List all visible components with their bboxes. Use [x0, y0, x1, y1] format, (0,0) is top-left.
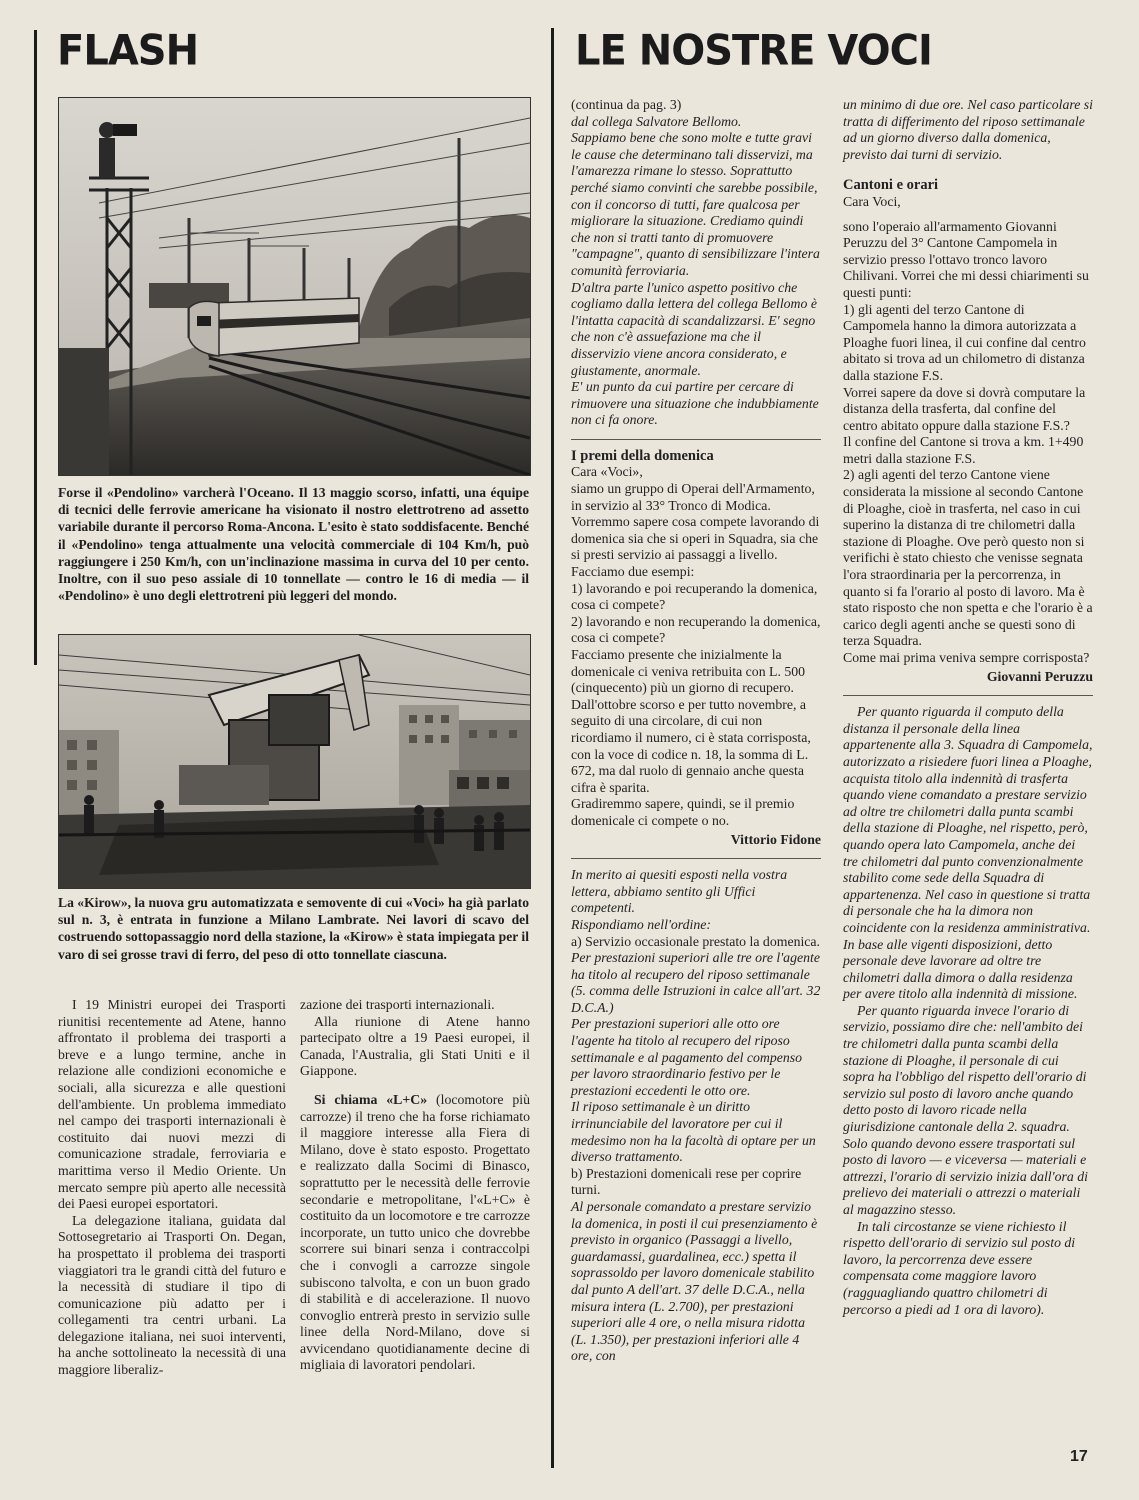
center-column-rule: [551, 28, 554, 1468]
cantoni-letter-6: Come mai prima veniva sempre corrisposta?: [843, 650, 1090, 665]
signature-peruzzu: Giovanni Peruzzu: [986, 668, 1093, 684]
premi-heading: I premi della domenica: [571, 447, 714, 464]
kirow-photo: [58, 634, 531, 889]
premi-reply-6: Il riposo settimanale è un diritto irrinunciabile del lavoratore per cui il medesimo non ha la facoltà di optare per un diverso trattamento.: [571, 1099, 816, 1165]
cantoni-reply-2: Per quanto riguarda invece l'orario di servizio, possiamo dire che: nell'ambito dei tre chilometri dalla punta scambi della stazione di Ploaghe, il personale di cui sopra ha l'obbligo del rispetto dell'orario di servizio sul posto di lavoro anche quando detto posto di lavoro ricade nella giurisdizione cantonale della 2. squadra. Solo quando devono essere trasportati sul posto di lavoro — e viceversa — materiali e attrezzi, l'orario di servizio inizia dall'ora di prelievo dei materiali o attrezzi o materiali al magazzino stesso.: [843, 1002, 1088, 1217]
editorial-2: Sappiamo bene che sono molte e tutte gravi le cause che determinano tali disservizi, ma l'amarezza rimane lo stesso. Soprattutto perché siamo convinti che sarebbe possibile, con il concorso di tutti, fare qualcosa per migliorare la situazione. Crediamo quindi che non si tratti tanto di promuovere "campagne", quanto di sensibilizzare l'intera comunità ferroviaria.: [571, 130, 820, 278]
cantoni-letter-2: 1) gli agenti del terzo Cantone di Campomela hanno la dimora autorizzata a Ploaghe fuori linea, il cui confine dal centro abitato si trova ad un chilometro di distanza dalla stazione F.S.: [843, 301, 1086, 383]
premi-reply-2: Rispondiamo nell'ordine:: [571, 916, 712, 932]
flash-title: FLASH: [57, 26, 199, 76]
delegazione-article: La delegazione italiana, guidata dal Sottosegretario ai Trasporti On. Degan, ha prospettato il problema dei trasporti viaggiatori tra le grandi città del futuro e la necessità di studiare il tipo di comunicazione più adatto per i collegamenti tra centri urbani. La delegazione italiana, nei suoi interventi, ha anche sottolineato la necessità di una maggiore liberaliz-: [58, 1212, 286, 1378]
cantoni-letter-3: Vorrei sapere da dove si dovrà computare la distanza della trasferta, dal confine del centro abitato oppure dalla stazione F.S.?: [843, 384, 1086, 433]
signature-fidone: Vittorio Fidone: [730, 831, 821, 847]
premi-letter-4: 2) lavorando e non recuperando la domenica, cosa ci compete?: [571, 613, 821, 646]
pendolino-photo: [58, 97, 531, 476]
lc-lead: Si chiama «L+C»: [314, 1091, 428, 1107]
premi-salutation: Cara «Voci»,: [571, 464, 643, 480]
le-nostre-voci-title: LE NOSTRE VOCI: [575, 26, 932, 76]
atene-continuation: zazione dei trasporti internazionali.: [300, 997, 495, 1012]
cantoni-letter-4: Il confine del Cantone si trova a km. 1+490 metri dalla stazione F.S.: [843, 434, 1084, 466]
cantoni-reply-1: Per quanto riguarda il computo della distanza il personale della linea appartenente alla 3. Squadra di Campomela, autorizzato a risiedere fuori linea a Ploaghe, acquista titolo alla indennità di trasferta quando viene comandato a prestare servizio ad oltre tre chilometri dalla punta scambi della stazione di Ploaghe, nel rispetto, però, quando opera lato Campomela, anche dei tre chilometri dal punto convenzionalmente stabilito come sede della Squadra di appartenenza. Nel caso in questione si tratta di personale che ha la dimora non coincidente con la residenza amministrativa. In base alle vigenti disposizioni, detto personale deve lavorare ad oltre tre chilometri dalla dimora o dalla residenza per avere titolo alla indennità di missione.: [843, 704, 1093, 1002]
voci-reply-continuation: un minimo di due ore. Nel caso particolare si tratta di differimento del riposo settimanale ad un giorno diverso dalla domenica, previsto dai turni di servizio.: [843, 97, 1093, 162]
ministri-article: I 19 Ministri europei dei Trasporti riunitisi recentemente ad Atene, hanno affrontato il problema dei trasporti a breve e a lungo termine, anche in relazione alle condizioni economiche e sociali, alla sicurezza e alle questioni dell'ambiente. Un problema immediato nel campo dei trasporti internazionali è costituito dai nuovi mezzi di comunicazione stradale, ferroviaria e marittima verso il Medio Oriente. Un mercato sempre più aperto alle necessità dei Paesi europei esportatori.: [58, 997, 286, 1212]
lc-article: [300, 1092, 530, 1374]
voci-column-1: [571, 97, 821, 1365]
cantoni-heading: Cantoni e orari: [843, 177, 939, 194]
editorial-4: E' un punto da cui partire per cercare di rimuovere una situazione che indubbiamente non ci fa onore.: [571, 379, 819, 428]
divider: [843, 695, 1093, 696]
pendolino-caption: Forse il «Pendolino» varcherà l'Oceano. Il 13 maggio scorso, infatti, una équipe di tecnici delle ferrovie americane ha visionato il nostro elettrotreno ad assetto variabile durante il percorso Roma-Ancona. L'esito è stato soddisfacente. Benché il «Pendolino» tenga attualmente una velocità commerciale di 104 Km/h, può raggiungere i 250 Km/h, con un'inclinazione massima in curva del 10 per cento. Inoltre, con il suo peso assiale di 10 tonnellate — contro le 16 di media — il «Pendolino» è uno degli elettrotreni più leggeri del mondo.: [58, 485, 529, 604]
premi-reply-8: Al personale comandato a prestare servizio la domenica, in posti il cui presenziamento è previsto in organico (Passaggi a livello, guardamassi, guardalinea, ecc.) spetta il soprassoldo per lavoro domenicale stabilito dal punto A dell'art. 37 delle D.C.A., nella misura intera (L. 2.700), per prestazioni superiori alle 4 ore, o nella misura ridotta (L. 1.350), per prestazioni inferiori alle 4 ore, con: [571, 1199, 818, 1364]
editorial-3: D'altra parte l'unico aspetto positivo che cogliamo dalla lettera del collega Bellomo è l'intatta capacità di scandalizzarsi. E' segno che non c'è assuefazione ma che il disservizio viene ancora considerato, e giustamente, anormale.: [571, 279, 817, 378]
kirow-crane-illustration: [59, 635, 530, 888]
kirow-caption: La «Kirow», la nuova gru automatizzata e semovente di cui «Voci» ha già parlato sul n. 3, è entrata in funzione a Milano Lambrate. Nei lavori di scavo del costruendo sottopassaggio nord della stazione, la «Kirow» è stata impiegata per il varo di sei grosse travi di ferro, del peso di otto tonnellate ciascuna.: [58, 895, 529, 962]
left-column-rule: [34, 30, 37, 665]
lc-body: (locomotore più carrozze) il treno che ha forse richiamato il maggiore interesse alla Fiera di Milano, dove è stato esposto. Progettato e realizzato dalla Socimi di Binasco, soprattutto per le necessità delle ferrovie secondarie e metropolitane, l'«L+C» è costituito da un locomotore e tre carrozze incorporate, un tutto unico che dovrebbe scorrere sui binari senza i contraccolpi che i convogli a carrozze singole subiscono talvolta, e con un buon grado di stabilità e di accelerazione. Il nuovo convoglio entrerà presto in servizio sulle linee della Nord-Milano, dove si avvicendano quotidianamente decine di migliaia di lavoratori pendolari.: [300, 1091, 530, 1373]
cantoni-letter-5: 2) agli agenti del terzo Cantone viene considerata la missione al secondo Cantone di Ploaghe, cioè in trasferta, nel caso in cui superino la distanza di tre chilometri dalla stazione di Ploaghe. Ove però questo non si verifichi è stato chiesto che venisse segnata l'ora straordinaria per la percorrenza, in quanto si fa l'orario al posto di lavoro. Ma è stato risposto che non spetta e che l'orario è a carico degli agenti anche se questi sono di terza Squadra.: [843, 467, 1093, 649]
flash-column-2: [300, 997, 530, 1374]
editorial-1: dal collega Salvatore Bellomo.: [571, 113, 742, 129]
pendolino-illustration: [59, 98, 530, 475]
continua-note: (continua da pag. 3): [571, 97, 682, 112]
premi-reply-3: a) Servizio occasionale prestato la domenica.: [571, 933, 821, 949]
cantoni-salutation: Cara Voci,: [843, 193, 901, 209]
premi-letter-2: Vorremmo sapere cosa compete lavorando di domenica sia che si operi in Squadra, sia che si presti servizio ai passaggi a livello. Facciamo due esempi:: [571, 514, 820, 580]
cantoni-letter-1: sono l'operaio all'armamento Giovanni Peruzzu del 3° Cantone Campomela in servizio presso l'ottavo tronco lavoro Chilivani. Vorrei che mi dessi chiarimenti su questi punti:: [843, 218, 1089, 300]
divider: [571, 439, 821, 440]
premi-reply-5: Per prestazioni superiori alle otto ore l'agente ha titolo al recupero del riposo settimanale e al pagamento del compenso per lavoro straordinario festivo per le prestazioni eccedenti le otto ore.: [571, 1016, 803, 1098]
premi-reply-1: In merito ai quesiti esposti nella vostra lettera, abbiamo sentito gli Uffici competenti.: [571, 867, 788, 916]
premi-reply-7: b) Prestazioni domenicali rese per coprire turni.: [571, 1165, 802, 1198]
premi-letter-5: Facciamo presente che inizialmente la domenicale ci veniva retribuita con L. 500 (cinquecento) più un giorno di recupero. Dall'ottobre scorso e per tutto novembre, a seguito di una circolare, di cui non ricordiamo il numero, ci è stata corrisposta, con la voce di codice n. 18, la somma di L. 672, ma dal ruolo di gennaio anche questa cifra è sparita.: [571, 647, 811, 795]
premi-reply-4: Per prestazioni superiori alle tre ore l'agente ha titolo al recupero del riposo settimanale (5. comma delle Istruzioni in calce all'art. 32 D.C.A.): [571, 950, 821, 1015]
voci-column-2: [843, 97, 1093, 1318]
divider: [571, 858, 821, 859]
page-number: 17: [1070, 1448, 1088, 1465]
flash-column-1: [58, 997, 286, 1379]
premi-letter-1: siamo un gruppo di Operai dell'Armamento, in servizio al 33° Tronco di Modica.: [571, 481, 815, 513]
premi-letter-3: 1) lavorando e poi recuperando la domenica, cosa ci compete?: [571, 580, 818, 613]
premi-letter-6: Gradiremmo sapere, quindi, se il premio domenicale ci compete o no.: [571, 796, 795, 828]
cantoni-reply-3: In tali circostanze se viene richiesto il rispetto dell'orario di servizio sul posto di lavoro, la percorrenza deve essere compensata come maggiore lavoro (ragguagliando quattro chilometri di percorso a piedi ad 1 ora di lavoro).: [843, 1218, 1076, 1317]
atene-paesi: Alla riunione di Atene hanno partecipato oltre a 19 Paesi europei, il Canada, l'Australia, gli Stati Uniti e il Giappone.: [300, 1013, 530, 1079]
